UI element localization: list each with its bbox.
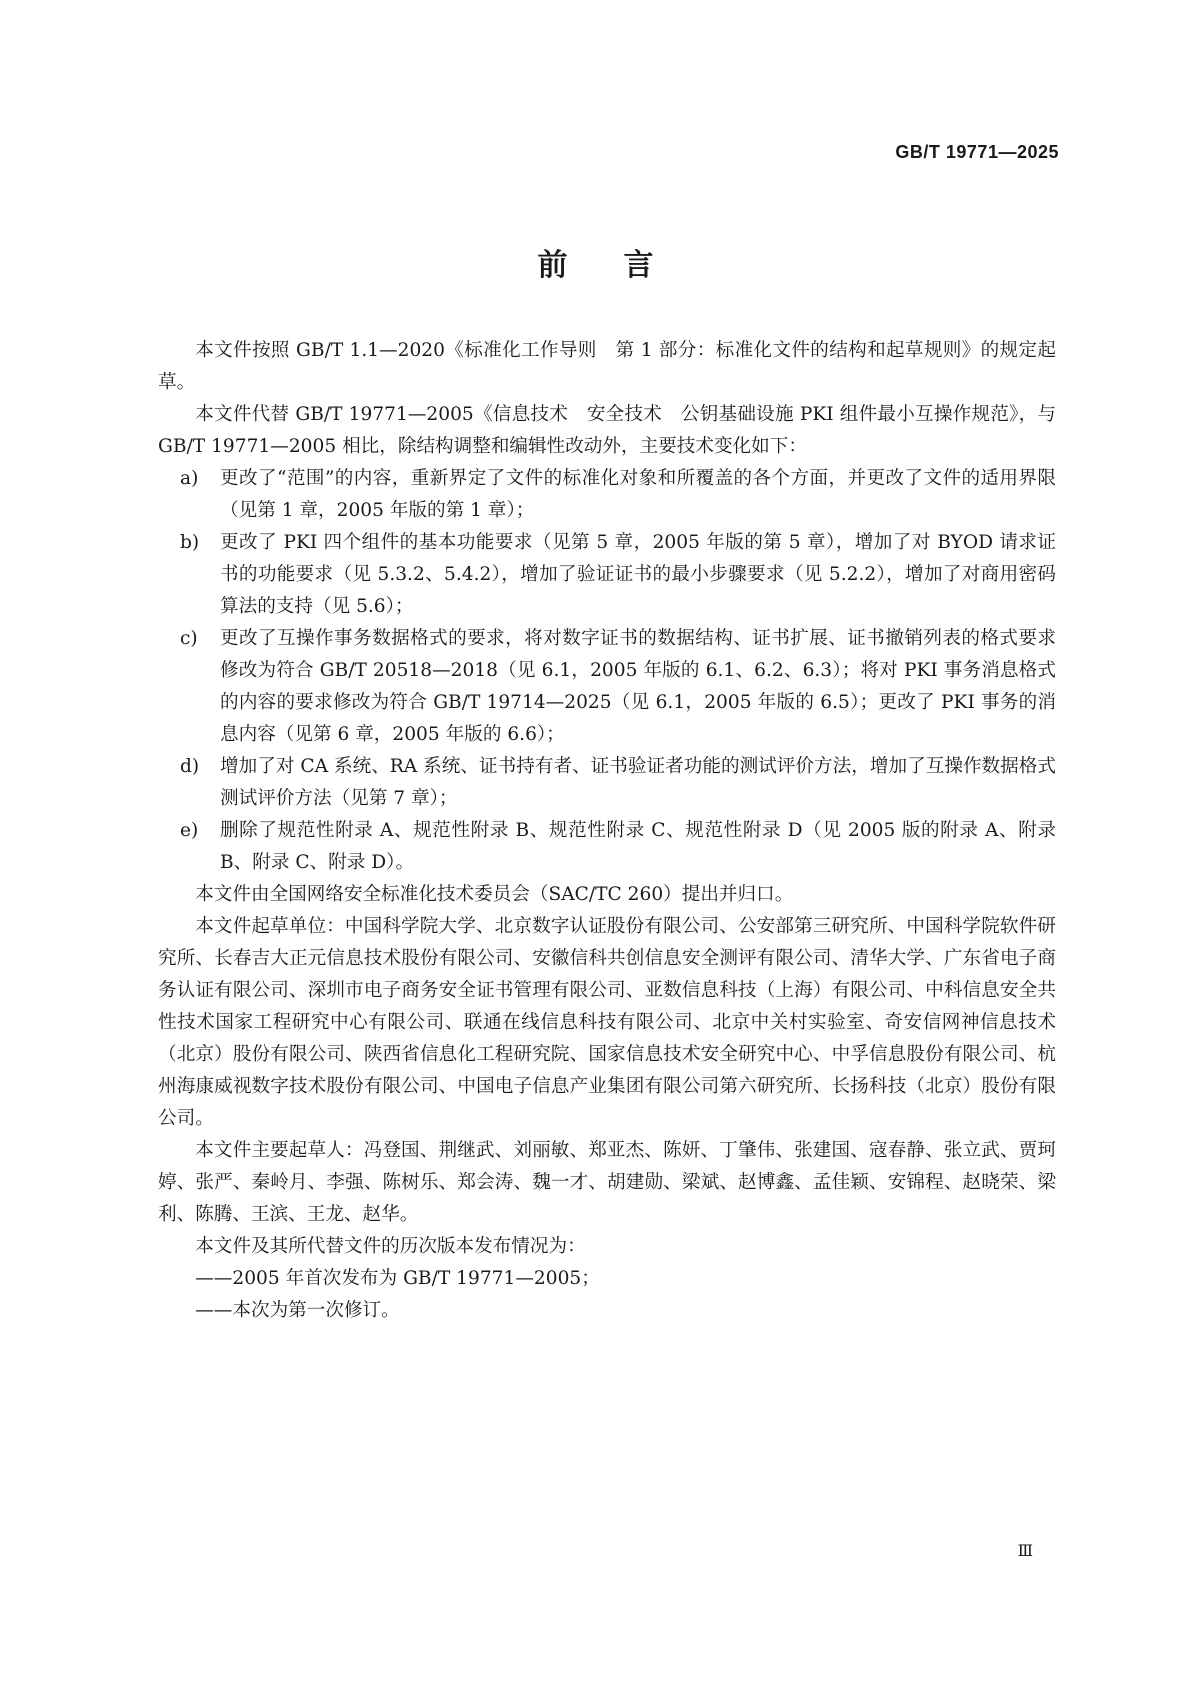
list-marker: b) — [180, 532, 200, 553]
history-item: ——本次为第一次修订。 — [195, 1300, 400, 1321]
change-list — [158, 463, 1056, 879]
page-number: Ⅲ — [1017, 1541, 1033, 1560]
list-item — [158, 751, 1056, 815]
paragraph-history-intro: 本文件及其所代替文件的历次版本发布情况为： — [195, 1236, 586, 1257]
standard-code-header: GB/T 19771—2025 — [895, 142, 1059, 162]
list-text: 增加了对 CA 系统、RA 系统、证书持有者、证书验证者功能的测试评价方法，增加了互操作数据格式测试评价方法（见第 7 章）； — [220, 756, 1056, 809]
paragraph-proposer: 本文件由全国网络安全标准化技术委员会（SAC/TC 260）提出并归口。 — [195, 884, 794, 905]
paragraph-replacement: 本文件代替 GB/T 19771—2005《信息技术 安全技术 公钥基础设施 PKI 组件最小互操作规范》，与 GB/T 19771—2005 相比，除结构调整和编辑性改动外，主要技术变化如下： — [158, 404, 1056, 457]
foreword-content — [158, 335, 1056, 1327]
paragraph-drafters: 本文件主要起草人：冯登国、荆继武、刘丽敏、郑亚杰、陈妍、丁肇伟、张建国、寇春静、张立武、贾珂婷、张严、秦岭月、李强、陈树乐、郑会涛、魏一才、胡建勋、梁斌、赵博鑫、孟佳颖、安锦程、赵晓荣、梁利、陈腾、王滨、王龙、赵华。 — [158, 1140, 1056, 1225]
list-text: 更改了“范围”的内容，重新界定了文件的标准化对象和所覆盖的各个方面，并更改了文件的适用界限（见第 1 章，2005 年版的第 1 章）； — [220, 468, 1056, 521]
page-title: 前言 — [537, 248, 710, 283]
paragraph-drafting-rules: 本文件按照 GB/T 1.1—2020《标准化工作导则 第 1 部分：标准化文件的结构和起草规则》的规定起草。 — [158, 340, 1056, 393]
list-text: 更改了 PKI 四个组件的基本功能要求（见第 5 章，2005 年版的第 5 章），增加了对 BYOD 请求证书的功能要求（见 5.3.2、5.4.2），增加了验证证书的最小步骤要求（见 5.2.2），增加了对商用密码算法的支持（见 5.6）； — [220, 532, 1056, 617]
paragraph-drafting-units: 本文件起草单位：中国科学院大学、北京数字认证股份有限公司、公安部第三研究所、中国科学院软件研究所、长春吉大正元信息技术股份有限公司、安徽信科共创信息安全测评有限公司、清华大学、广东省电子商务认证有限公司、深圳市电子商务安全证书管理有限公司、亚数信息科技（上海）有限公司、中科信息安全共性技术国家工程研究中心有限公司、联通在线信息科技有限公司、北京中关村实验室、奇安信网神信息技术（北京）股份有限公司、陕西省信息化工程研究院、国家信息技术安全研究中心、中孚信息股份有限公司、杭州海康威视数字技术股份有限公司、中国电子信息产业集团有限公司第六研究所、长扬科技（北京）股份有限公司。 — [158, 916, 1056, 1129]
list-item — [158, 527, 1056, 623]
list-item — [158, 815, 1056, 879]
history-item: ——2005 年首次发布为 GB/T 19771—2005； — [195, 1268, 600, 1289]
list-item — [158, 623, 1056, 751]
list-text: 更改了互操作事务数据格式的要求，将对数字证书的数据结构、证书扩展、证书撤销列表的格式要求修改为符合 GB/T 20518—2018（见 6.1，2005 年版的 6.1、6.2、6.3）；将对 PKI 事务消息格式的内容的要求修改为符合 GB/T 19714—2025（见 6.1，2005 年版的 6.5）；更改了 PKI 事务的消息内容（见第 6 章，2005 年版的 6.6）； — [220, 628, 1056, 745]
list-marker: e) — [180, 820, 199, 841]
list-item — [158, 463, 1056, 527]
list-marker: c) — [180, 628, 198, 649]
list-marker: d) — [180, 756, 200, 777]
list-text: 删除了规范性附录 A、规范性附录 B、规范性附录 C、规范性附录 D（见 2005 版的附录 A、附录 B、附录 C、附录 D）。 — [220, 820, 1056, 873]
list-marker: a) — [180, 468, 199, 489]
